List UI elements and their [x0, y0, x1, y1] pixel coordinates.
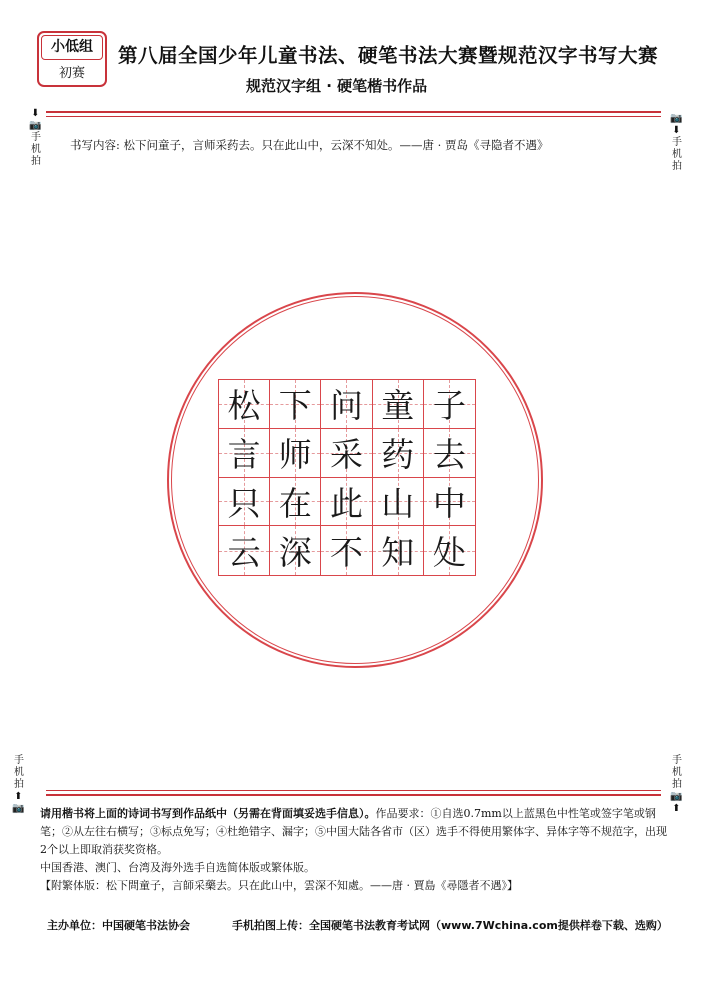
grid-cell — [424, 429, 475, 478]
grid-character: 言 — [227, 435, 261, 475]
grid-cell — [219, 478, 270, 527]
grid-character: 童 — [381, 386, 415, 426]
corner-marker-bottom-left — [10, 755, 28, 815]
grid-character: 药 — [381, 435, 415, 475]
upload-info-text: 手机拍图上传：全国硬笔书法教育考试网（www.7Wchina.com提供样卷下载、选购） — [232, 919, 668, 932]
competition-title: 第八届全国少年儿童书法、硬笔书法大赛暨规范汉字书写大赛 — [118, 44, 659, 67]
category-subtitle: 规范汉字组 · 硬笔楷书作品 — [246, 77, 428, 95]
instructions-hk-note: 中国香港、澳门、台湾及海外选手自选简体版或繁体版。 — [40, 861, 315, 874]
grid-cell — [321, 526, 372, 575]
grid-character: 云 — [227, 533, 261, 573]
grid-cell — [373, 380, 424, 429]
grid-cell — [321, 380, 372, 429]
corner-marker-bottom-right — [668, 755, 686, 815]
grid-character: 松 — [227, 386, 261, 426]
grid-character: 去 — [432, 435, 466, 475]
grid-cell — [219, 526, 270, 575]
grid-cell — [373, 526, 424, 575]
grid-character: 深 — [278, 533, 312, 573]
upload-camera-icon: ⬆📷 — [12, 791, 26, 814]
grid-cell — [321, 429, 372, 478]
grid-character: 问 — [329, 386, 363, 426]
instructions-traditional: 【附繁体版：松下問童子，言師采藥去。只在此山中，雲深不知處。——唐 · 賈島《尋隱者不遇》】 — [40, 879, 518, 892]
writing-grid — [218, 379, 476, 576]
instructions-block — [40, 805, 670, 895]
top-rule-thin — [46, 116, 661, 117]
grid-character: 处 — [432, 533, 466, 573]
camera-upload-icon: 📷⬆ — [670, 791, 684, 814]
grid-cell — [270, 478, 321, 527]
download-camera-icon: ⬇📷 — [29, 108, 43, 131]
grid-character: 此 — [329, 483, 363, 523]
top-rule-thick — [46, 111, 661, 113]
grid-character: 师 — [278, 435, 312, 475]
group-badge — [37, 31, 107, 87]
bottom-rule-thin — [46, 790, 661, 791]
grid-character: 只 — [227, 483, 261, 523]
grid-character: 不 — [329, 533, 363, 573]
corner-marker-top-right — [668, 113, 686, 173]
grid-cell — [321, 478, 372, 527]
instructions-paragraph — [40, 805, 670, 859]
phone-shoot-label: 手机拍 — [31, 132, 41, 167]
grid-character: 子 — [432, 386, 466, 426]
grid-cell — [219, 429, 270, 478]
grid-cell — [219, 380, 270, 429]
writing-content-text: 松下问童子，言师采药去。只在此山中，云深不知处。——唐 · 贾岛《寻隐者不遇》 — [123, 138, 549, 152]
grid-cell — [424, 526, 475, 575]
grid-cell — [373, 429, 424, 478]
round-label: 初赛 — [58, 66, 85, 81]
group-label: 小低组 — [41, 35, 103, 60]
phone-shoot-label: 手机拍 — [14, 755, 24, 790]
grid-character: 山 — [381, 483, 415, 523]
grid-character: 采 — [329, 435, 363, 475]
phone-shoot-label: 手机拍 — [672, 137, 682, 172]
grid-character: 知 — [381, 533, 415, 573]
bottom-rule-thick — [46, 794, 661, 796]
grid-cell — [424, 380, 475, 429]
grid-character: 下 — [278, 386, 312, 426]
phone-shoot-label: 手机拍 — [672, 755, 682, 790]
grid-character: 在 — [278, 483, 312, 523]
instructions-lead: 请用楷书将上面的诗词书写到作品纸中（另需在背面填妥选手信息）。 — [40, 807, 376, 820]
grid-cell — [270, 429, 321, 478]
writing-content-label: 书写内容: — [70, 138, 120, 152]
corner-marker-top-left — [27, 108, 45, 168]
organizer-text: 主办单位：中国硬笔书法协会 — [47, 919, 190, 932]
grid-cell — [270, 380, 321, 429]
instructions-requirements: 作品要求：①自选0.7mm以上蓝黑色中性笔或签字笔或钢笔；②从左往右横写；③标点免写；④杜绝错字、漏字；⑤中国大陆各省市（区）选手不得使用繁体字、异体字等不规范字，出现2个以上即取消获奖资格。 — [40, 807, 667, 856]
grid-character: 中 — [432, 483, 466, 523]
grid-cell — [373, 478, 424, 527]
camera-download-icon: 📷⬇ — [670, 113, 684, 136]
writing-content — [70, 137, 549, 153]
grid-cell — [270, 526, 321, 575]
grid-cell — [424, 478, 475, 527]
